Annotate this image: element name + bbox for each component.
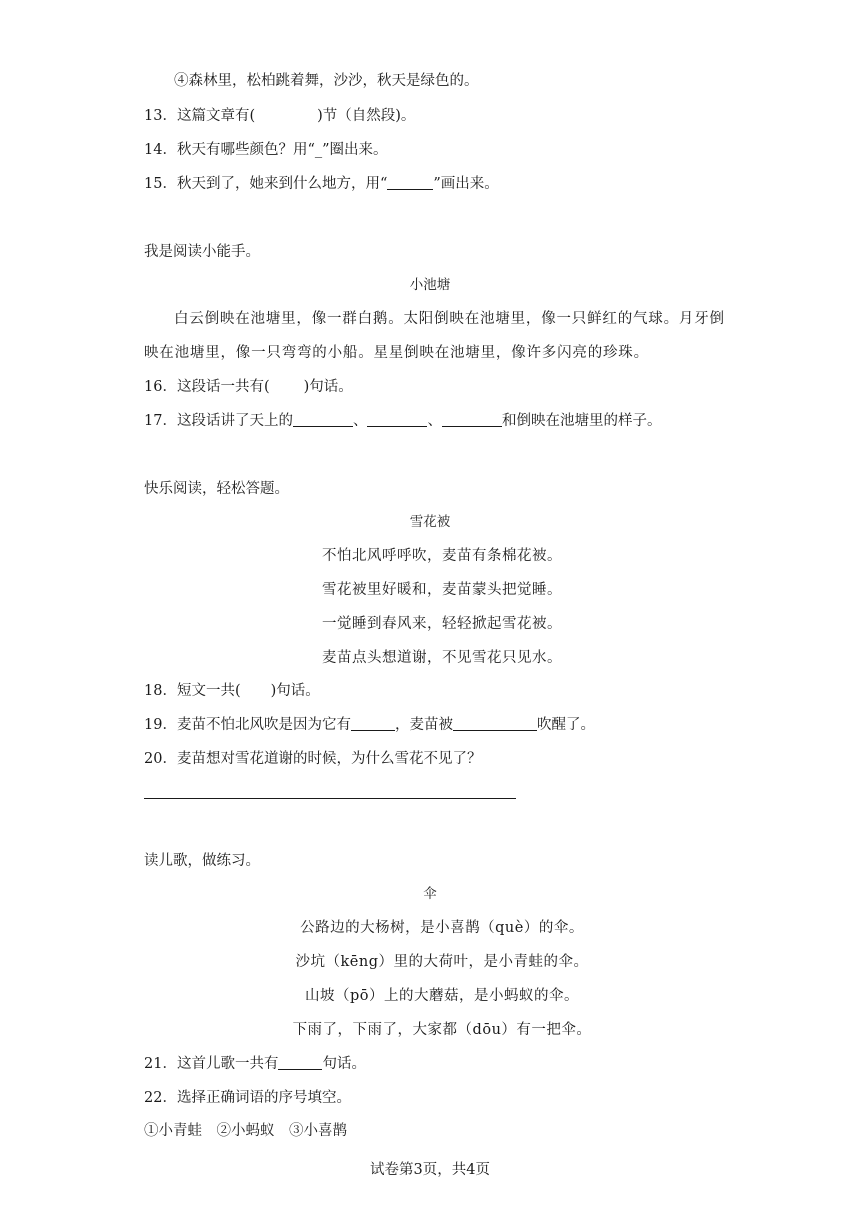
underline-sample xyxy=(387,175,433,190)
section-intro: 我是阅读小能手。 xyxy=(144,244,260,260)
answer-line[interactable] xyxy=(144,798,516,799)
question-21-text-end: 句话。 xyxy=(322,1056,366,1072)
passage-line: ④森林里，松柏跳着舞，沙沙，秋天是绿色的。 xyxy=(174,73,479,89)
question-14: 14．秋天有哪些颜色？用“_”圈出来。 xyxy=(144,142,388,158)
question-16-text-end: )句话。 xyxy=(303,379,353,395)
answer-options: ①小青蛙 ②小蚂蚁 ③小喜鹊 xyxy=(144,1123,347,1139)
question-17 xyxy=(144,411,661,431)
poem-line: 一觉睡到春风来，轻轻掀起雪花被。 xyxy=(322,616,562,632)
page-footer: 试卷第3页，共4页 xyxy=(370,1162,490,1178)
separator: 、 xyxy=(427,413,442,429)
question-19 xyxy=(144,715,595,735)
question-18 xyxy=(144,681,320,701)
answer-blank[interactable] xyxy=(278,1055,322,1070)
answer-blank[interactable] xyxy=(293,412,353,427)
question-18-text-end: )句话。 xyxy=(270,683,320,699)
question-17-text-end: 和倒映在池塘里的样子。 xyxy=(501,413,662,429)
poem-line: 沙坑（kēng）里的大荷叶，是小青蛙的伞。 xyxy=(295,954,589,970)
answer-blank[interactable] xyxy=(351,716,395,731)
passage-line: 白云倒映在池塘里，像一群白鹅。太阳倒映在池塘里，像一只鲜红的气球。月牙倒 xyxy=(174,311,725,327)
poem-line: 不怕北风呼呼吹，麦苗有条棉花被。 xyxy=(322,548,562,564)
answer-blank[interactable] xyxy=(367,412,427,427)
question-22: 22．选择正确词语的序号填空。 xyxy=(144,1090,351,1106)
section-intro: 读儿歌，做练习。 xyxy=(144,853,260,869)
question-16 xyxy=(144,377,353,397)
poem-line: 雪花被里好暖和，麦苗蒙头把觉睡。 xyxy=(322,582,562,598)
question-19-text-end: 吹醒了。 xyxy=(536,717,595,733)
question-13-text: 13．这篇文章有( xyxy=(144,108,256,124)
poem-title: 伞 xyxy=(423,886,437,902)
question-18-text: 18．短文一共( xyxy=(144,683,241,699)
poem-title: 雪花被 xyxy=(409,514,451,530)
question-15 xyxy=(144,174,499,194)
question-21 xyxy=(144,1054,366,1074)
poem-line: 公路边的大杨树，是小喜鹊（què）的伞。 xyxy=(300,920,584,936)
poem-line: 下雨了，下雨了，大家都（dōu）有一把伞。 xyxy=(292,1022,592,1038)
question-20: 20．麦苗想对雪花道谢的时候，为什么雪花不见了？ xyxy=(144,751,482,767)
question-15-text: 15．秋天到了，她来到什么地方，用“ xyxy=(144,176,388,192)
passage-title: 小池塘 xyxy=(409,277,451,293)
poem-line: 麦苗点头想道谢，不见雪花只见水。 xyxy=(322,650,562,666)
question-13-text-end: )节（自然段)。 xyxy=(317,108,416,124)
question-15-text-end: ”画出来。 xyxy=(433,176,499,192)
question-19-text: 19．麦苗不怕北风吹是因为它有 xyxy=(144,717,351,733)
question-21-text: 21．这首儿歌一共有 xyxy=(144,1056,279,1072)
question-16-text: 16．这段话一共有( xyxy=(144,379,270,395)
question-17-text: 17．这段话讲了天上的 xyxy=(144,413,293,429)
separator: 、 xyxy=(352,413,368,429)
section-intro: 快乐阅读，轻松答题。 xyxy=(144,481,289,497)
question-19-text-mid: ，麦苗被 xyxy=(394,717,453,733)
answer-blank[interactable] xyxy=(453,716,537,731)
answer-blank[interactable] xyxy=(442,412,502,427)
poem-line: 山坡（pō）上的大蘑菇，是小蚂蚁的伞。 xyxy=(304,988,579,1004)
question-13 xyxy=(144,106,415,126)
passage-line: 映在池塘里，像一只弯弯的小船。星星倒映在池塘里，像许多闪亮的珍珠。 xyxy=(144,345,649,361)
